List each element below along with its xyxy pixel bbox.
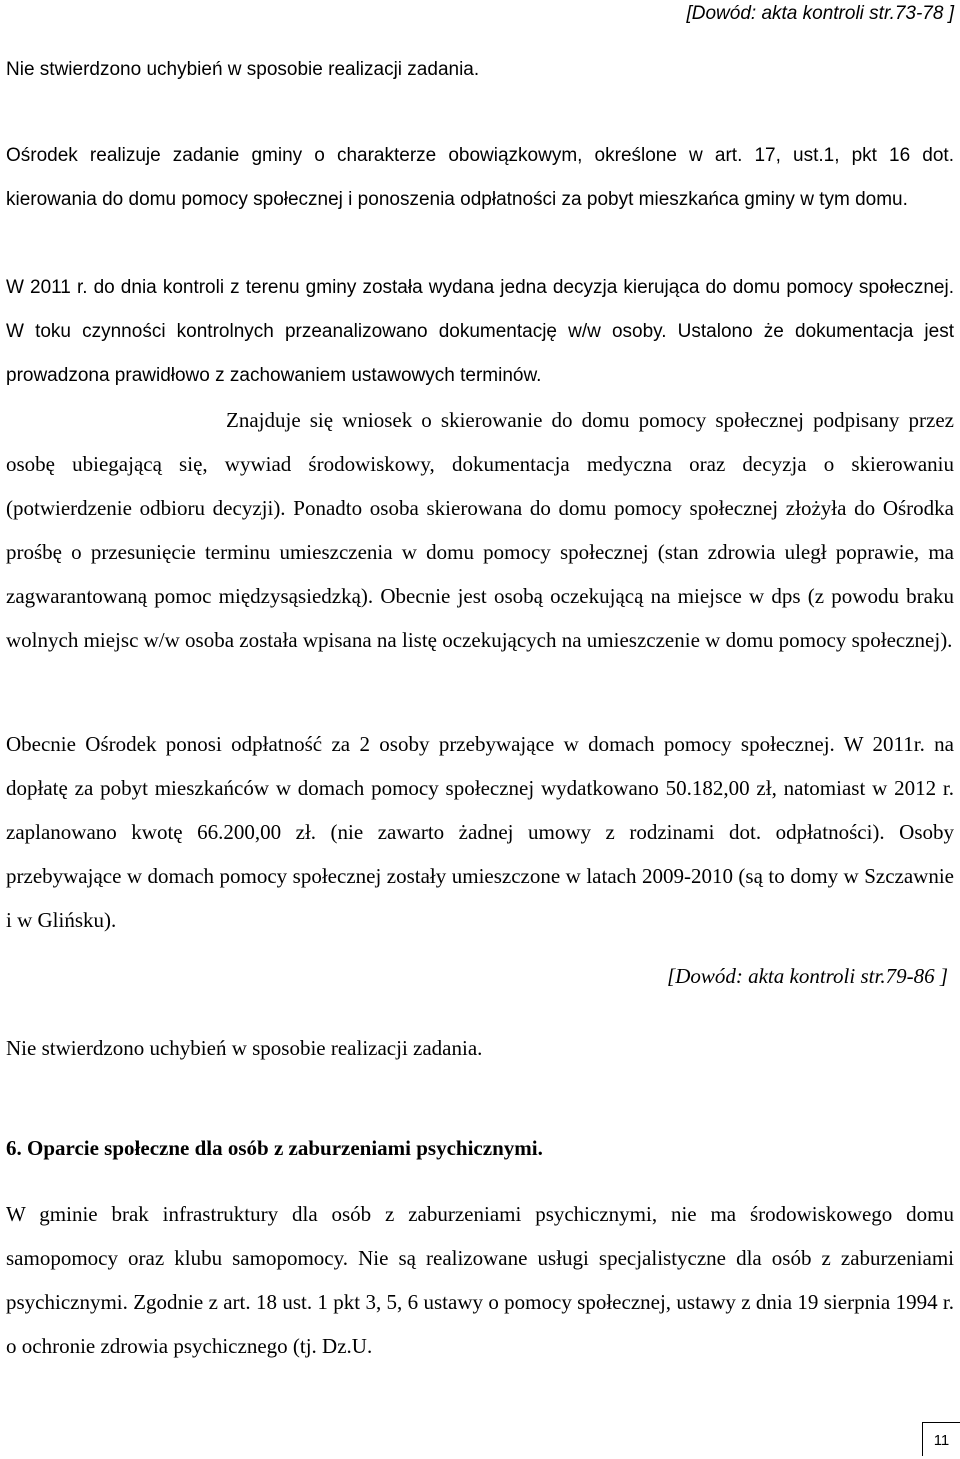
evidence-reference: [Dowód: akta kontroli str.73-78 ] (686, 3, 954, 24)
finding-statement: Nie stwierdzono uchybień w sposobie realizacji zadania. (6, 59, 480, 80)
paragraph-mental-health: W gminie brak infrastruktury dla osób z zaburzeniami psychicznymi, nie ma środowiskowego domu samopomocy oraz klubu samopomocy. Nie są realizowane usługi specjalistyczne dla osób z zaburzeniami psychicznymi. Zgodnie z art. 18 ust. 1 pkt 3, 5, 6 ustawy o pomocy społecznej, ustawy z dnia 19 sierpnia 1994 r. o ochronie zdrowia psychicznego (tj. Dz.U. (6, 1202, 954, 1358)
finding-statement: Nie stwierdzono uchybień w sposobie realizacji zadania. (6, 1036, 483, 1060)
paragraph-obligatory-task: Ośrodek realizuje zadanie gminy o charakterze obowiązkowym, określone w art. 17, ust.1, pkt 16 dot. kierowania do domu pomocy społecznej i ponoszenia odpłatności za pobyt mieszkańca gminy w tym domu. (6, 145, 954, 210)
paragraph-fees: Obecnie Ośrodek ponosi odpłatność za 2 osoby przebywające w domach pomocy społecznej. W 2011r. na dopłatę za pobyt mieszkańców w domach pomocy społecznej wydatkowano 50.182,00 zł, natomiast w 2012 r. zaplanowano kwotę 66.200,00 zł. (nie zawarto żadnej umowy z rodzinami dot. odpłatności). Osoby przebywające w domach pomocy społecznej zostały umieszczone w latach 2009-2010 (są to domy w Szczawnie i w Glińsku). (6, 732, 954, 932)
evidence-reference: [Dowód: akta kontroli str.79-86 ] (667, 964, 948, 988)
paragraph-decision-2011: W 2011 r. do dnia kontroli z terenu gminy została wydana jedna decyzja kierująca do domu pomocy społecznej. W toku czynności kontrolnych przeanalizowano dokumentację w/w osoby. Ustalono że dokumentacja jest prowadzona prawidłowo z zachowaniem ustawowych terminów. (6, 277, 954, 386)
section-heading: 6. Oparcie społeczne dla osób z zaburzeniami psychicznymi. (6, 1136, 543, 1160)
paragraph-documentation: Znajduje się wniosek o skierowanie do domu pomocy społecznej podpisany przez osobę ubiegającą się, wywiad środowiskowy, dokumentacja medyczna oraz decyzja o skierowaniu (potwierdzenie odbioru decyzji). Ponadto osoba skierowana do domu pomocy społecznej złożyła do Ośrodka prośbę o przesunięcie terminu umieszczenia w domu pomocy społecznej (stan zdrowia uległ poprawie, ma zagwarantowaną pomoc międzysąsiedzką). Obecnie jest osobą oczekującą na miejsce w dps (z powodu braku wolnych miejsc w/w osoba została wpisana na listę oczekujących na umieszczenie w domu pomocy społecznej). (6, 408, 954, 652)
page-number: 11 (922, 1422, 960, 1456)
